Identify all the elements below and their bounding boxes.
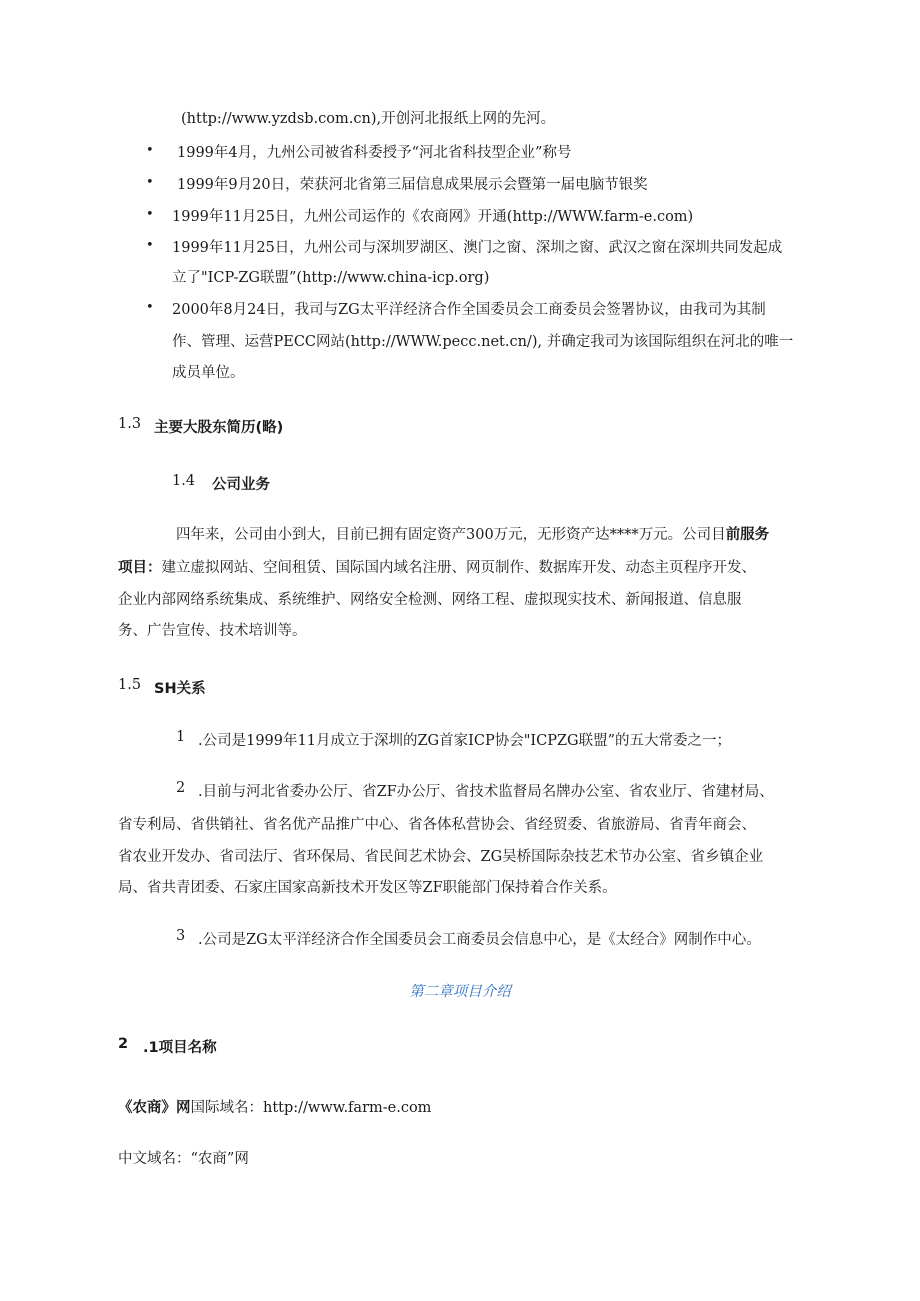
bullet-icon: •	[146, 300, 154, 315]
list-item-cont: 省农业开发办、省司法厅、省环保局、省民间艺术协会、ZG吴桥国际杂技艺术节办公室、省乡镇企业	[118, 849, 764, 865]
paragraph-line	[118, 556, 756, 577]
section-heading: .1项目名称	[143, 1040, 217, 1056]
paragraph-bold-text: 项目：	[118, 560, 162, 576]
bullet-icon: •	[146, 238, 154, 253]
milestone-item: 2000年8月24日，我司与ZG太平洋经济合作全国委员会工商委员会签署协议，由我司为其制	[172, 302, 766, 318]
paragraph-text: 建立虚拟网站、空间租赁、国际国内域名注册、网页制作、数据库开发、动态主页程序开发、	[161, 560, 756, 576]
chapter-title: 第二章项目介绍	[409, 984, 511, 1000]
section-number: 1.3	[118, 416, 142, 432]
list-number: 3	[176, 928, 186, 944]
list-item: .公司是1999年11月成立于深圳的ZG首家ICP协会"ICPZG联盟”的五大常委之一；	[198, 733, 732, 749]
milestone-item-cont: 作、管理、运营PECC网站(http://WWW.pecc.net.cn/), 并确定我司为该国际组织在河北的唯一	[172, 334, 794, 350]
bullet-icon: •	[146, 143, 154, 158]
list-item: .目前与河北省委办公厅、省ZF办公厅、省技术监督局名牌办公室、省农业厅、省建材局、	[198, 784, 774, 800]
section-heading: SH关系	[154, 681, 206, 697]
paragraph-text: 四年来，公司由小到大，目前已拥有固定资产300万元，无形资产达****万元。公司目	[176, 527, 726, 543]
site-name: 《农商》网	[118, 1100, 191, 1116]
milestone-item: 1999年11月25日，九州公司与深圳罗湖区、澳门之窗、深圳之窗、武汉之窗在深圳共同发起成	[172, 240, 783, 256]
bullet-icon: •	[146, 175, 154, 190]
paragraph-line	[176, 523, 769, 544]
list-number: 1	[176, 729, 186, 745]
domain-text: 国际域名：http://www.farm-e.com	[190, 1100, 432, 1116]
milestone-continuation: (http://www.yzdsb.com.cn),开创河北报纸上网的先河。	[181, 111, 556, 127]
domain-line	[118, 1096, 431, 1117]
paragraph-bold-text: 前服务	[725, 527, 770, 543]
bullet-icon: •	[146, 207, 154, 222]
paragraph-line: 企业内部网络系统集成、系统维护、网络安全检测、网络工程、虚拟现实技术、新闻报道、信息服	[118, 592, 742, 608]
section-heading: 公司业务	[212, 477, 270, 493]
section-number: 1.4	[172, 473, 196, 489]
list-number: 2	[176, 780, 186, 796]
section-number: 1.5	[118, 677, 142, 693]
chinese-domain-line: 中文域名：“农商”网	[118, 1151, 249, 1167]
list-item-cont: 省专利局、省供销社、省名优产品推广中心、省各体私营协会、省经贸委、省旅游局、省青年商会、	[118, 817, 756, 833]
paragraph-line: 务、广告宣传、技术培训等。	[118, 623, 307, 639]
milestone-item: 1999年11月25日，九州公司运作的《农商网》开通(http://WWW.farm-e.com)	[172, 209, 694, 225]
milestone-item: 1999年9月20日，荣获河北省第三届信息成果展示会暨第一届电脑节银奖	[177, 177, 648, 193]
section-number: 2	[118, 1036, 129, 1052]
milestone-item-cont: 成员单位。	[172, 365, 245, 381]
list-item-cont: 局、省共青团委、石家庄国家高新技术开发区等ZF职能部门保持着合作关系。	[118, 880, 617, 896]
milestone-item: 1999年4月，九州公司被省科委授予“河北省科技型企业”称号	[177, 145, 572, 161]
milestone-item-cont: 立了"ICP-ZG联盟”(http://www.china-icp.org)	[172, 270, 490, 286]
list-item: .公司是ZG太平洋经济合作全国委员会工商委员会信息中心，是《太经合》网制作中心。	[198, 932, 761, 948]
section-heading: 主要大股东简历(略)	[154, 420, 284, 436]
